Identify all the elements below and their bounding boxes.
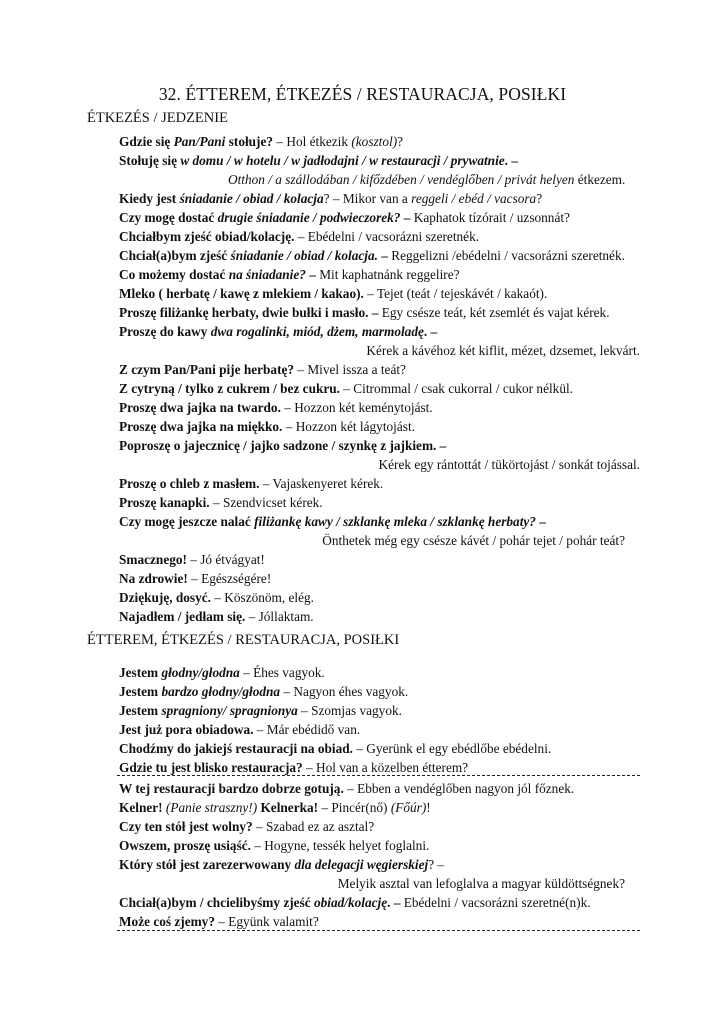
phrase-segment: – Jóllaktam.: [245, 609, 314, 624]
phrase-line: [119, 894, 591, 912]
phrase-segment: ? –: [428, 857, 445, 872]
phrase-segment: Czy mogę jeszcze nalać: [119, 514, 255, 529]
phrase-segment: . –: [504, 153, 518, 168]
phrase-line: [119, 683, 408, 701]
phrase-line: [119, 551, 265, 569]
phrase-segment: Na zdrowie!: [119, 571, 188, 586]
phrase-segment: – Ebédelni / vacsorázni szeretnék.: [294, 229, 480, 244]
phrase-line: [119, 570, 271, 588]
phrase-segment: – Hogyne, tessék helyet foglalni.: [250, 838, 430, 853]
phrase-line: [119, 304, 610, 322]
phrase-segment: Z czym Pan/Pani pije herbatę?: [119, 362, 295, 377]
phrase-line: [119, 664, 325, 682]
phrase-segment: – Éhes vagyok.: [239, 665, 325, 680]
phrase-segment: Gdzie się: [119, 134, 174, 149]
phrase-segment: Jestem: [119, 703, 162, 718]
phrase-segment: (kosztol): [351, 134, 398, 149]
phrase-line: [119, 740, 551, 758]
phrase-line: [119, 399, 433, 417]
phrase-segment: – Együnk valamit?: [214, 914, 319, 929]
phrase-segment: (Főúr): [390, 800, 427, 815]
phrase-line: [119, 780, 574, 798]
phrase-segment: – Szomjas vagyok.: [297, 703, 402, 718]
section-heading-etkezes: ÉTKEZÉS / JEDZENIE: [87, 110, 228, 126]
phrase-segment: – Mivel issza a teát?: [294, 362, 406, 377]
phrase-segment: – Hol van a közelben étterem?: [302, 760, 469, 775]
phrase-segment: Mit kaphatnánk reggelire?: [315, 267, 460, 282]
phrase-segment: – Jó étvágyat!: [186, 552, 265, 567]
phrase-segment: –: [400, 210, 411, 225]
phrase-line: [119, 913, 319, 931]
phrase-segment: – Ebben a vendéglőben nagyon jól főznek.: [343, 781, 575, 796]
phrase-segment: Proszę dwa jajka na miękko.: [119, 419, 283, 434]
phrase-line: [119, 228, 479, 246]
phrase-segment: Co możemy dostać: [119, 267, 229, 282]
phrase-line: [119, 818, 374, 836]
phrase-segment: – Citrommal / csak cukorral / cukor nélkül.: [339, 381, 573, 396]
phrase-segment: – Már ebédidő van.: [253, 722, 361, 737]
phrase-segment: – Nagyon éhes vagyok.: [280, 684, 409, 699]
phrase-segment: Czy ten stół jest wolny?: [119, 819, 253, 834]
page-title: 32. ÉTTEREM, ÉTKEZÉS / RESTAURACJA, POSIŁKI: [158, 84, 567, 104]
phrase-line: [119, 702, 402, 720]
phrase-segment: Najadłem / jedłam się.: [119, 609, 246, 624]
phrase-line: [119, 589, 314, 607]
phrase-line: [119, 721, 360, 739]
phrase-line: [119, 247, 625, 265]
phrase-segment: Kiedy jest: [119, 191, 180, 206]
phrase-line: [119, 266, 460, 284]
phrase-segment: – Köszönöm, elég.: [210, 590, 315, 605]
phrase-segment: – Vajaskenyeret kérek.: [259, 476, 384, 491]
phrase-line: [119, 152, 518, 170]
phrase-segment: Kelnerka!: [260, 800, 319, 815]
phrase-segment: obiad/kolację: [314, 895, 388, 910]
phrase-segment: drugie śniadanie / podwieczorek?: [217, 210, 401, 225]
phrase-segment: Kaphatok tízórait / uzsonnát?: [410, 210, 570, 225]
phrase-segment: Kelner!: [119, 800, 163, 815]
phrase-line: [119, 133, 403, 151]
phrase-line: [119, 494, 323, 512]
phrase-segment: Pan/Pani: [173, 134, 226, 149]
phrase-segment: Otthon / a szállodában / kifőzdében / vendéglőben / privát helyen: [228, 172, 575, 187]
phrase-line: [119, 799, 431, 817]
phrase-line: [322, 532, 625, 550]
phrase-segment: – Hol étkezik: [273, 134, 352, 149]
phrase-segment: w domu / w hotelu / w jadłodajni / w restauracji / prywatnie: [180, 153, 505, 168]
section-heading-etterem: ÉTTEREM, ÉTKEZÉS / RESTAURACJA, POSIŁKI: [87, 632, 400, 648]
phrase-segment: Chciał(a)bym / chcielibyśmy zjeść: [119, 895, 314, 910]
phrase-segment: Proszę dwa jajka na twardo.: [119, 400, 281, 415]
phrase-segment: – Hozzon két keménytojást.: [280, 400, 433, 415]
phrase-line: [119, 437, 446, 455]
phrase-line: [119, 323, 437, 341]
phrase-segment: – Tejet (teát / tejeskávét / kakaót).: [363, 286, 548, 301]
phrase-segment: Egy csésze teát, két zsemlét és vajat kérek.: [378, 305, 610, 320]
phrase-line: [119, 209, 570, 227]
phrase-segment: Stołuję się: [119, 153, 181, 168]
dashed-divider: [117, 930, 640, 931]
phrase-line: [119, 285, 547, 303]
phrase-segment: Kérek a kávéhoz két kiflit, mézet, dzsemet, lekvárt.: [366, 343, 640, 358]
phrase-segment: – Egészségére!: [187, 571, 272, 586]
phrase-segment: śniadanie / obiad / kolacja.: [230, 248, 378, 263]
phrase-segment: Dziękuję, dosyć.: [119, 590, 211, 605]
phrase-segment: – Szabad ez az asztal?: [252, 819, 375, 834]
phrase-segment: Który stół jest zarezerwowany: [119, 857, 295, 872]
phrase-segment: Mleko ( herbatę / kawę z mlekiem / kakao).: [119, 286, 364, 301]
phrase-line: [119, 513, 546, 531]
phrase-segment: na śniadanie?: [228, 267, 306, 282]
phrase-segment: Proszę do kawy: [119, 324, 211, 339]
phrase-segment: Smacznego!: [119, 552, 187, 567]
phrase-segment: głodny/głodna: [161, 665, 240, 680]
phrase-segment: Gdzie tu jest blisko restauracja?: [119, 760, 303, 775]
phrase-segment: reggeli / ebéd / vacsora: [411, 191, 537, 206]
phrase-segment: dwa rogalinki, miód, dżem, marmoladę: [210, 324, 424, 339]
phrase-segment: –: [377, 248, 388, 263]
phrase-segment: dla delegacji węgierskiej: [294, 857, 429, 872]
phrase-segment: ? – Mikor van a: [323, 191, 412, 206]
phrase-segment: Proszę kanapki.: [119, 495, 210, 510]
phrase-line: [119, 837, 429, 855]
phrase-segment: Önthetek még egy csésze kávét / pohár tejet / pohár teát?: [322, 533, 625, 548]
phrase-segment: Poproszę o jajecznicę / jajko sadzone / szynkę z jajkiem. –: [119, 438, 447, 453]
phrase-segment: – Hozzon két lágytojást.: [282, 419, 415, 434]
phrase-segment: . –: [423, 324, 438, 339]
phrase-segment: Kérek egy rántottát / tükörtojást / sonkát tojással.: [378, 457, 640, 472]
phrase-segment: Reggelizni /ebédelni / vacsorázni szeretnék.: [387, 248, 625, 263]
phrase-segment: W tej restauracji bardzo dobrze gotują.: [119, 781, 344, 796]
phrase-segment: –: [305, 267, 316, 282]
phrase-segment: bardzo głodny/głodna: [161, 684, 281, 699]
phrase-segment: Proszę filiżankę herbaty, dwie bułki i masło. –: [119, 305, 379, 320]
phrase-segment: Jestem: [119, 665, 162, 680]
dashed-divider: [117, 775, 640, 776]
phrase-segment: Czy mogę dostać: [119, 210, 218, 225]
phrase-line: [366, 342, 640, 360]
phrase-segment: étkezem.: [574, 172, 626, 187]
phrase-segment: Jestem: [119, 684, 162, 699]
phrase-segment: ?: [536, 191, 543, 206]
phrase-segment: Chciałbym zjeść obiad/kolację.: [119, 229, 295, 244]
phrase-segment: (Panie straszny!): [165, 800, 258, 815]
phrase-segment: Jest już pora obiadowa.: [119, 722, 254, 737]
phrase-segment: – Pincér(nő): [318, 800, 391, 815]
phrase-segment: Może coś zjemy?: [119, 914, 215, 929]
phrase-segment: stołuje?: [225, 134, 274, 149]
phrase-segment: ?: [397, 134, 404, 149]
phrase-line: [379, 456, 640, 474]
phrase-segment: Chciał(a)bym zjeść: [119, 248, 231, 263]
phrase-line: [338, 875, 625, 893]
phrase-segment: !: [426, 800, 431, 815]
phrase-segment: . –: [387, 895, 401, 910]
phrase-segment: Proszę o chleb z masłem.: [119, 476, 260, 491]
phrase-segment: spragniony/ spragnionya: [161, 703, 298, 718]
phrase-segment: Chodźmy do jakiejś restauracji na obiad.: [119, 741, 353, 756]
phrase-segment: Owszem, proszę usiąść.: [119, 838, 251, 853]
phrase-segment: –: [535, 514, 546, 529]
phrase-line: [119, 856, 444, 874]
phrase-line: [119, 608, 314, 626]
phrase-segment: – Gyerünk el egy ebédlőbe ebédelni.: [352, 741, 552, 756]
phrase-line: [119, 380, 573, 398]
phrase-segment: Ebédelni / vacsorázni szeretné(n)k.: [400, 895, 591, 910]
phrase-segment: – Szendvicset kérek.: [209, 495, 323, 510]
phrase-line: [119, 418, 415, 436]
phrase-segment: Z cytryną / tylko z cukrem / bez cukru.: [119, 381, 340, 396]
phrase-line: [119, 475, 383, 493]
phrase-line: [228, 171, 625, 189]
phrase-line: [119, 361, 406, 379]
phrase-line: [119, 190, 542, 208]
phrase-segment: śniadanie / obiad / kolacja: [179, 191, 324, 206]
phrase-segment: filiżankę kawy / szklankę mleka / szklankę herbaty?: [254, 514, 536, 529]
phrase-segment: Melyik asztal van lefoglalva a magyar küldöttségnek?: [337, 876, 625, 891]
